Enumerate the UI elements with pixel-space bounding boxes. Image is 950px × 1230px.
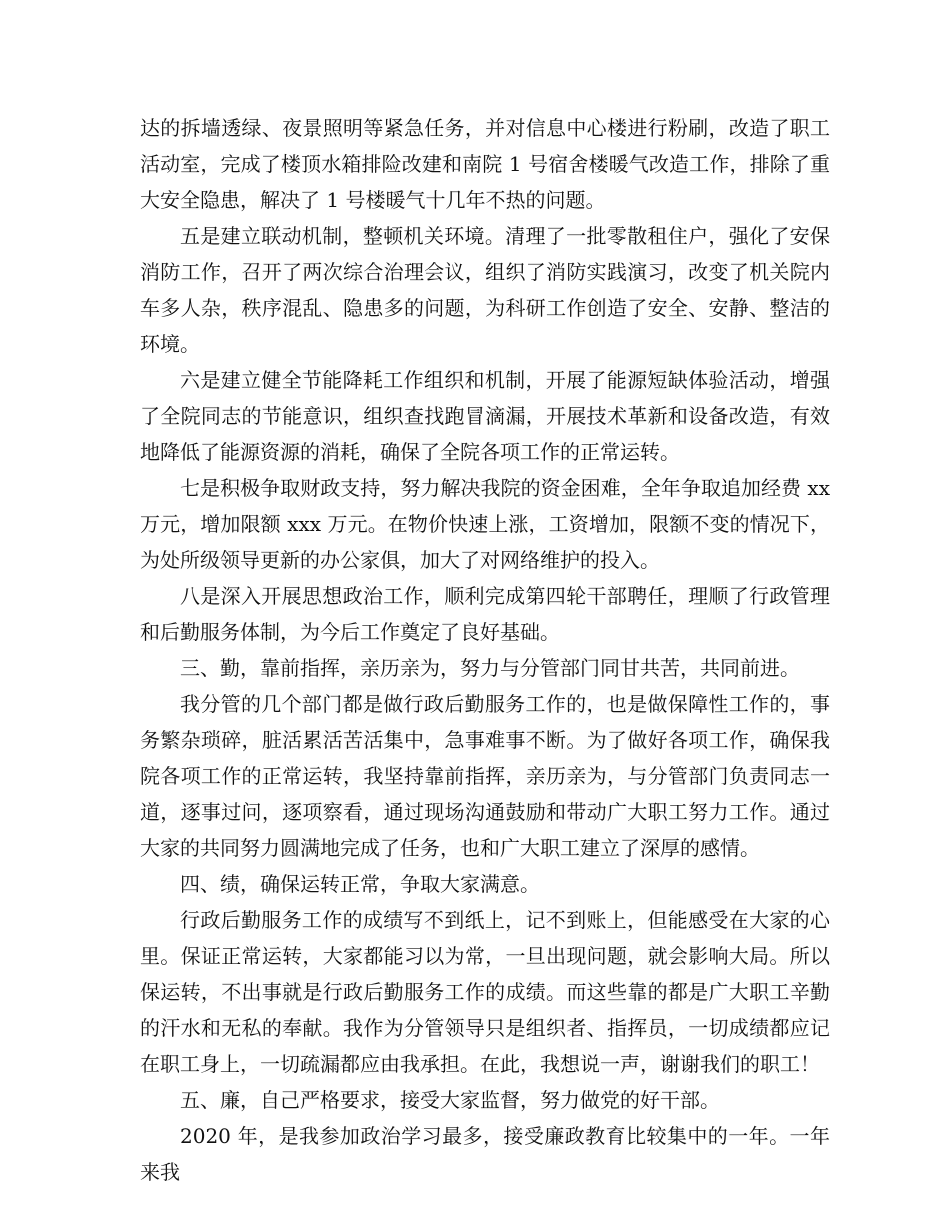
- paragraph-11: 2020 年，是我参加政治学习最多，接受廉政教育比较集中的一年。一年来我: [140, 1124, 830, 1184]
- section-heading-diligence: 三、勤，靠前指挥，亲历亲为，努力与分管部门同甘共苦，共同前进。: [180, 656, 800, 680]
- section-heading-integrity: 五、廉，自己严格要求，接受大家监督，努力做党的好干部。: [180, 1088, 720, 1112]
- document-body: [140, 110, 830, 1190]
- paragraph-2: 五是建立联动机制，整顿机关环境。清理了一批零散租住户，强化了安保消防工作，召开了两次综合治理会议，组织了消防实践演习，改变了机关院内车多人杂，秩序混乱、隐患多的问题，为科研工作创造了安全、安静、整洁的环境。: [140, 224, 830, 356]
- paragraph-4: 七是积极争取财政支持，努力解决我院的资金困难，全年争取追加经费 xx 万元，增加限额 xxx 万元。在物价快速上涨，工资增加，限额不变的情况下，为处所级领导更新的办公家俱，加大了对网络维护的投入。: [140, 476, 830, 572]
- paragraph-3: 六是建立健全节能降耗工作组织和机制，开展了能源短缺体验活动，增强了全院同志的节能意识，组织查找跑冒滴漏，开展技术革新和设备改造，有效地降低了能源资源的消耗，确保了全院各项工作的正常运转。: [140, 368, 830, 464]
- section-heading-achievement: 四、绩，确保运转正常，争取大家满意。: [180, 872, 540, 896]
- paragraph-5: 八是深入开展思想政治工作，顺利完成第四轮干部聘任，理顺了行政管理和后勤服务体制，为今后工作奠定了良好基础。: [140, 584, 830, 644]
- paragraph-1: 达的拆墙透绿、夜景照明等紧急任务，并对信息中心楼进行粉刷，改造了职工活动室，完成了楼顶水箱排险改建和南院 1 号宿舍楼暖气改造工作，排除了重大安全隐患，解决了 1 号楼暖气十几年不热的问题。: [140, 116, 830, 212]
- paragraph-9: 行政后勤服务工作的成绩写不到纸上，记不到账上，但能感受在大家的心里。保证正常运转，大家都能习以为常，一旦出现问题，就会影响大局。所以保运转，不出事就是行政后勤服务工作的成绩。而这些靠的都是广大职工辛勤的汗水和无私的奉献。我作为分管领导只是组织者、指挥员，一切成绩都应记在职工身上，一切疏漏都应由我承担。在此，我想说一声，谢谢我们的职工！: [140, 908, 830, 1076]
- paragraph-7: 我分管的几个部门都是做行政后勤服务工作的，也是做保障性工作的，事务繁杂琐碎，脏活累活苦活集中，急事难事不断。为了做好各项工作，确保我院各项工作的正常运转，我坚持靠前指挥，亲历亲为，与分管部门负责同志一道，逐事过问，逐项察看，通过现场沟通鼓励和带动广大职工努力工作。通过大家的共同努力圆满地完成了任务，也和广大职工建立了深厚的感情。: [140, 692, 830, 860]
